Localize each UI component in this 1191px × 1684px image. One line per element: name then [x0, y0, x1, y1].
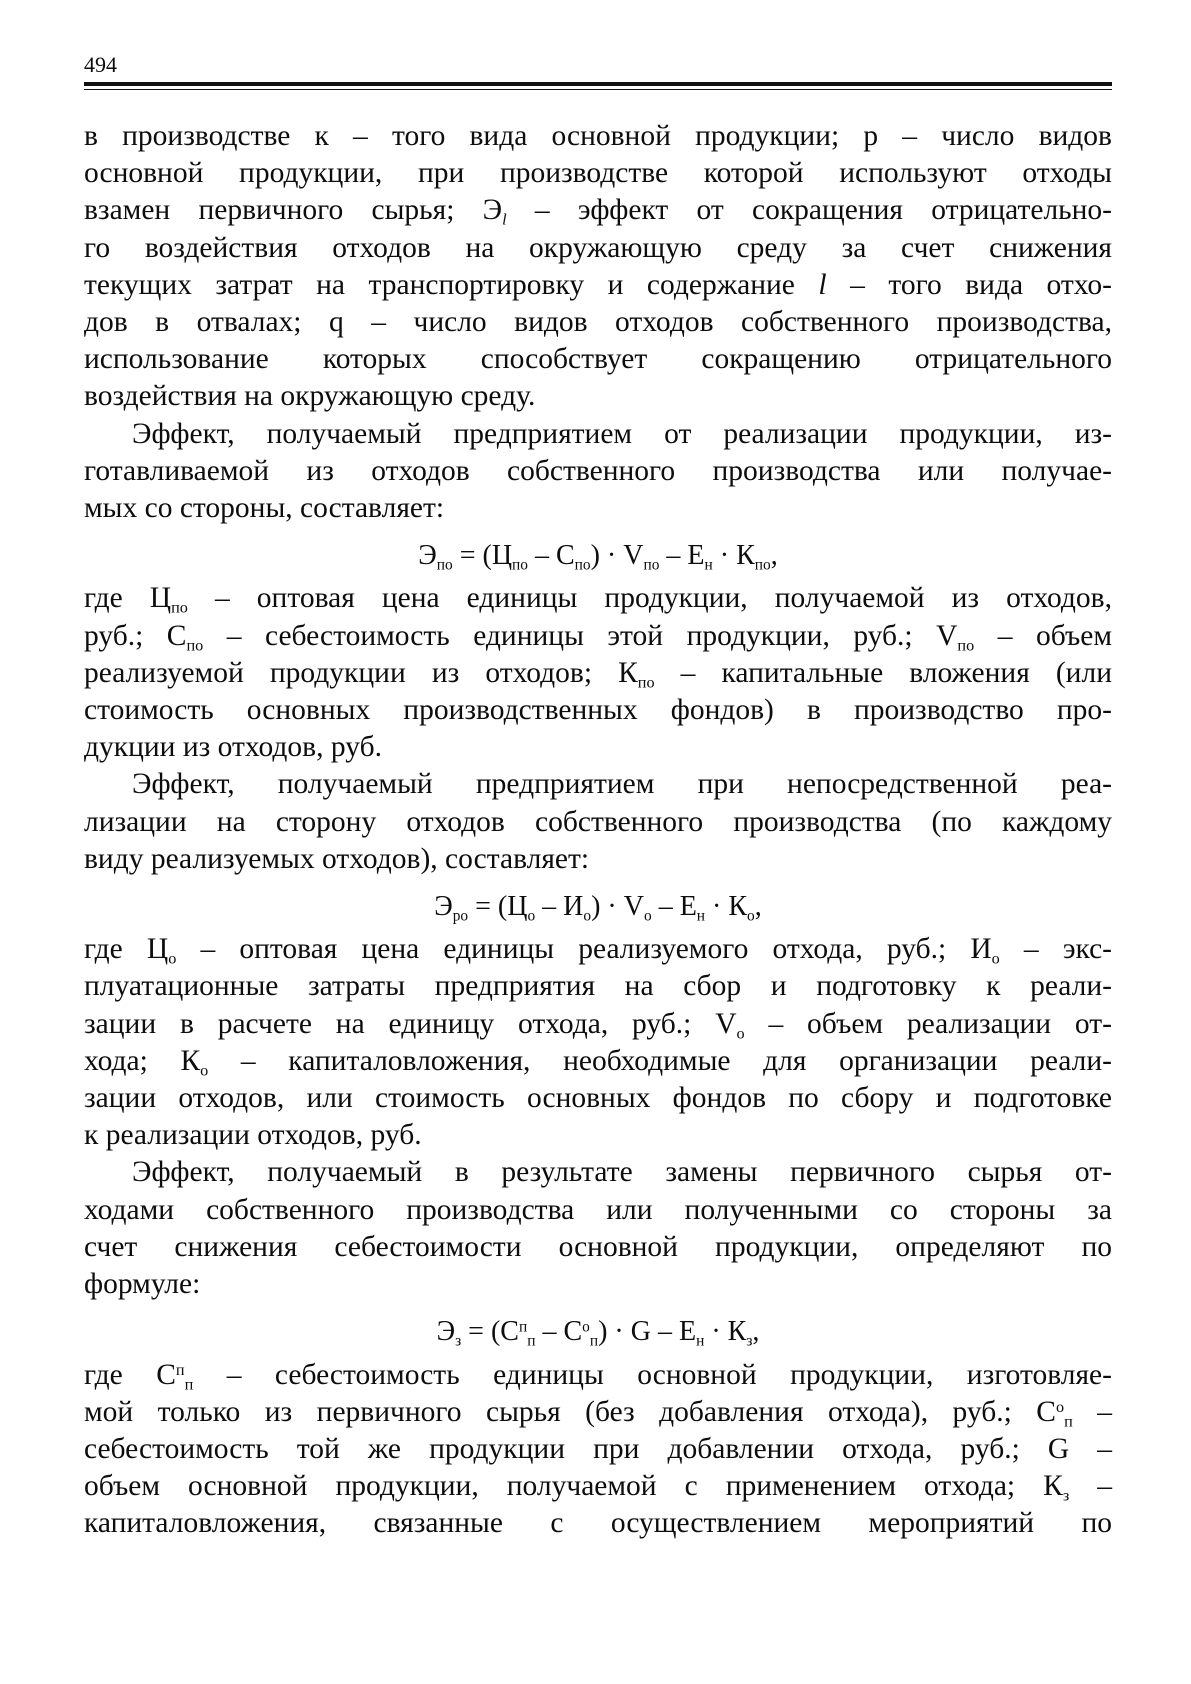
- formula-1: $Э_{по} = (Ц_{по} - С_{по}) \cdot V_{по} - Е_н \cdot К_{по}$,: [418, 540, 778, 574]
- page-number: 494: [84, 52, 117, 77]
- paragraph-6: Эффект, получаемый в результате замены первичного сырья от- ходами собственного производства или полученными со стороны за счет снижения себестоимости основной продукции, определяют по формуле:: [84, 1156, 1112, 1301]
- paragraph-1: в производстве к – того вида основной продукции; р – число видов основной продукции, при производстве которой используют отходы взамен первичного сырья; $Э_l$ – эффект от сокращения отрицательно- го воздействия отходов на окружающую среду за счет снижения текущих затрат на транспортировку и содержание l – того вида отхо- дов в отвалах; q – число видов отходов собственного производства, использование которых способствует сокращению отрицательного воздействия на окружающую среду.: [84, 120, 1112, 413]
- paragraph-5: где $Ц_о$ – оптовая цена единицы реализуемого отхода, руб.; $И_о - экс-$ плуатационные затраты предприятия на сбор и подготовку к реали- зации в расчете на единицу отхода, руб.; $V_о$ – объем реализации от- хода; $К_о$ – капиталовложения, необходимые для организации реали- зации отходов, или стоимость основных фондов по сбору и подготовке к реализации отходов, руб.: [84, 933, 1113, 1152]
- paragraph-4: Эффект, получаемый предприятием при непосредственной реа- лизации на сторону отходов собственного производства (по каждому виду реализуемых отходов), составляет:: [84, 768, 1112, 875]
- paragraph-2: Эффект, получаемый предприятием от реализации продукции, из- готавливаемой из отходов собственного производства или получае- мых со стороны, составляет:: [84, 417, 1112, 525]
- paragraph-3: где $Ц_{по}$ – оптовая цена единицы продукции, получаемой из отходов, руб.; $С_{по}$ – себестоимость единицы этой продукции, руб.; $V_{по}$ – объем реализуемой продукции из отходов; $К_{по}$ – капитальные вложения (или стоимость основных производственных фондов) в производство про- дукции из отходов, руб.: [84, 582, 1112, 764]
- formula-2: $Э_{ро} = (Ц_о - И_о) \cdot V_о - Е_н \cdot К_о$,: [434, 891, 762, 925]
- paragraph-7: где $С^п_п$ – себестоимость единицы основной продукции, изготовляе- мой только из первичного сырья (без добавления отхода), руб.; $С^о_п$ – себестоимость той же продукции при добавлении отхода, руб.; G – объем основной продукции, получаемой с применением отхода; $К_з$ – капиталовложения, связанные с осуществлением мероприятий по: [84, 1358, 1113, 1540]
- body-text: [84, 118, 1112, 1543]
- formula-3: $Э_з = (С^п_п - С^о_п) \cdot G - Е_н \cdot К_з$,: [436, 1316, 760, 1350]
- header-rule-thin: [84, 89, 1112, 90]
- header-rule: [84, 82, 1112, 86]
